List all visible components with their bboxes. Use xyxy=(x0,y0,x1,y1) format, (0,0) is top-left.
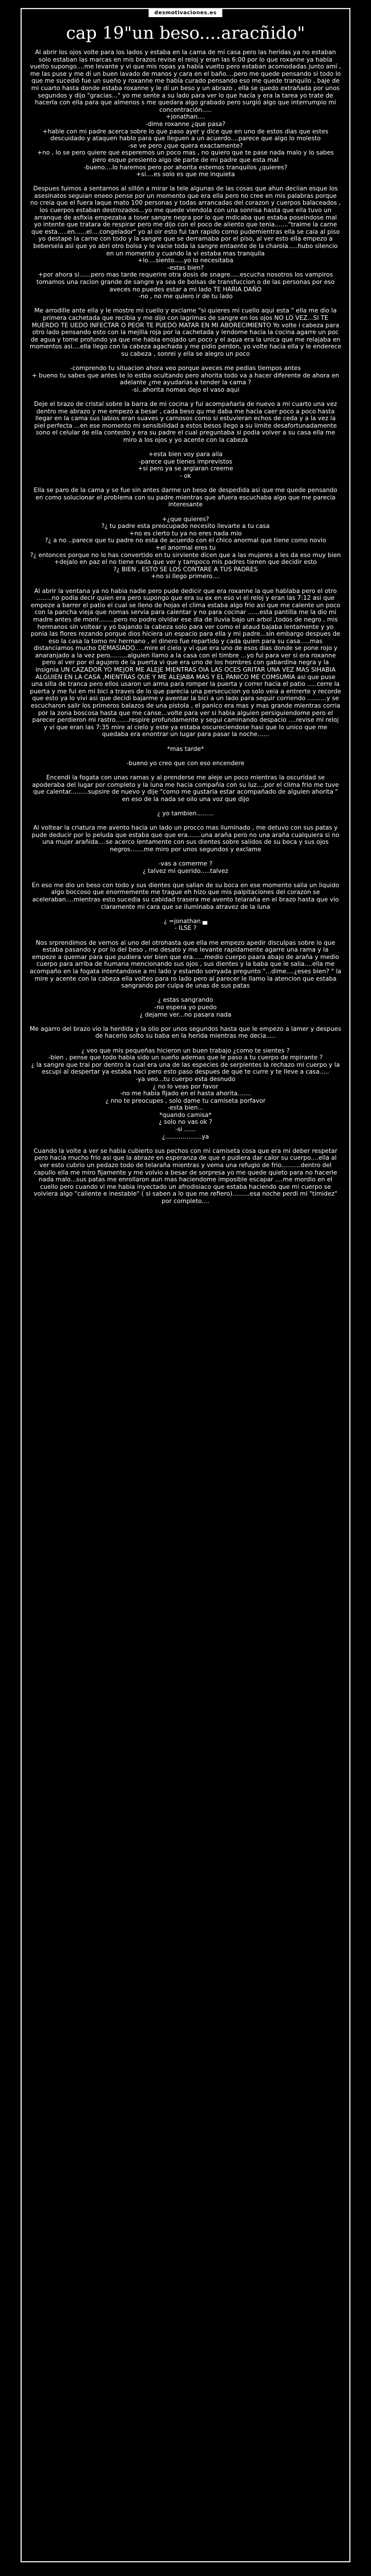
story-paragraph: Deje el brazo de cristal sobre la barra de mi cocina y fui acompañarla de nuevo a mi cuarto una vez dentro me abrazo y me empezo a besar , cada beso qu me daba me hacia caer poco a poco hasta llegar en la cama sus labios eran suaves y carnosos como si estuvieran echos de ceda y a la vez la piel perfecta ...en ese momento mi sensibilidad a estos besos llego a su limite desafortunadamente sono el celular de ella contesto y era su padre el cual preguntaba si podia volver a su casa ella me miro a los ojos y yo acente con la cabeza xyxy=(34,401,337,444)
story-paragraph: Me arrodille ante ella y le mostre mi cuello y exclame "si quieres mi cuello aqui esta " ella me dio la primera cachetada que recibia y me dijo con lagrimas de sangre en los ojos NO LO VEZ...SI TE MUERDO TE UEDO INFECTAR O PEOR TE PUEDO MATAR EN MI ABORECIMIENTO Yo volte i cabeza para otro lado pensando esto con la mejilla roja por la cachetada y lendome hacia la cocina agarre un poc de agua y tome profundo ya que me habia enojado un poco y el aqua era la unica que me relajaba en momentos asi....ella llego con la cabeza agachada y me pidio perdon, yo volte hacia ella y le enderece su cabeza , sonrei y ella se alegro un poco xyxy=(30,307,341,357)
story-paragraph: -bueno yo creo que con eso encendere xyxy=(126,759,245,767)
story-paragraph: *mas tarde* xyxy=(167,745,204,753)
story-paragraph: +¿que quieres? ?¿ tu padre esta preocupado necesito llevarte a tu casa +no es cierto tu ya no eres nada mio ?¿ a no ..parece que tu padre no esta de acuerdo con el chico anormal que tiene como novio +el anormal eres tu ?¿ entonces porque no lo has convertido en tu sirviente dicen que a las mujeres a les da eso muy bien +dejalo en paz el no tiene nada que ver y tampoco mis padres tienen que decidir esto ?¿ BIEN , ESTO SE LOS CONTARE A TUS PADRES +no si llego primero.... xyxy=(30,515,341,580)
story-text xyxy=(30,49,341,1205)
story-paragraph: Al abrir la ventana ya no habia nadie pero pude dedicir que era roxanne la que hablaba pero el otro ........no podia decir quien era pero supongo que era su ex en eso vi el reloj y eran las 7:12 asi que empeze a barrer el patio el cual se lleno de hojas el clima estaba algo frio asi que me calente un poco con la pancha vieja que nomas servia para calentar y no para cocinar ......esta pantilla me la dio mi madre antes de morir........pero no podre olvidar ese dia de lluvia bajo un arbol ,todos de negro , mis hermanos sin voltear y yo bajando la cabeza solo para ver como el ataud bajaba lentamente y yo ponia las flores rezando porque dios hiciera un espacio para ella y mi padre...sin embargo despues de eso la casa la tomo mi hermano , el dinero fue repartido y cada quien para su casa.....mas distanciamos mucho DEMASIADO.....mire el cielo y vi que era uno de esos dias donde se pone rojo y anaranjado a la vez pero.........alguien llamo a la casa con el timbre ...yo fui para ver si era roxanne pero al ver por el agujero de la puerta vi que era uno de los hombres con gabardina negra y la insignia UN CAZADOR YO MEJOR ME ALEJE MIENTRAS OIA LAS OCES GRITAR UNA VEZ MAS SIHABIA ALGUIEN EN LA CASA ,MIENTRAS QUE Y ME ALEJABA MAS Y EL PANICO ME COMSUMIA asi que puse una silla de tranca pero ellos usaron un arma para romper la puerta y correr hacia el patio .....cerre la puerta y me fui en mi bici a traves de lo que parecia una persecucion yo solo veia a entrerte y recorde que esto ya lo vivi asi que decidi bajarme y aventar la bici a un lado para seguir corriendo ..........y se escucharon salir los primeros balazos de una pistola , el panico era mas y mas grande mientras corria por la zona boscosa hasta que me canse...volte para ver si habia alguien persiguiendome pero el parecer perdieron mi rastro.......respire profundamente y segui caminando despacio ....revise mi reloj y vi que eran las 7:35 mire al cielo y este ya estaba oscureciendose hasi que lo unico que me quedaba era enontrar un lugar para pasar la noche...... xyxy=(30,587,341,738)
site-logo[interactable]: desmotivaciones.es xyxy=(148,9,222,17)
story-paragraph: Despues fuimos a sentarnos al sillón a mirar la tele algunas de las cosas que ahun deciian esque los asesinatos seguian eneeo pense por un momento que era ella pero no cree en mis palabras porque no creia que el fuera laque mato 100 personas y todas arrancadas del corazon y cuerpos balaceados , los cuerpos estaban destrozados...yo me quede viendola con una sonrisa hasta que ella tuvo un arranque de asfixia empezaba a toser sangre negra por lo que mdicaba que estaba poseindose mal yo intente que tratara de respirar pero me dijo con el poco de aliento que tenia......."traime la carne que esta.....en......el....congelador" yo al oir esto fui tan rapido como pudemientras ella se caia al piso yo destape la carne con todo y la sangre que se derramaba por el piso, al ver esto ella empezo a bebersela asi que yo abri otro bolsa y le vacie toda la sangre entaente de la charola.....hubo silencio en un momento y cuando la vi estaba mas tranquila +lo....siento.....yo lo necesitaba -estas bien? +por ahora si......pero mas tarde requerire otra dosis de snagre.....escucha nosotros los vampiros tomamos una racion grande de sangre ya sea de bolsas de transfuccion o de las personas por eso aveces no puedes estar a mi lado TE HARIA DAÑO -no , no me quiero ir de tu lado xyxy=(30,185,341,300)
story-paragraph: Encendi la fogata con unas ramas y al prenderse me aleje un poco mientras la oscuridad se apoderaba del lugar por completo y la luna me hacia compañia con su luz....por el clima frio me tuve que calentar.........supsire de nuevo y dije "como me gustaria estar acompañado de alguien ahorita " en eso de la nada se oilo una voz que dijo xyxy=(32,774,339,803)
story-paragraph: ¿ veo que mis pequeñas hicieron un buen trabajo ¿como te sientes ? -bien , pense que todo habia sido un sueño ademas que le paso a tu cuerpo de mpirante ? ¿ la sangre que trai por dentro la cual era una de las especies de serpientes la rechazo mi cuerpo y la escupi al despertar ya estaba haci pero esto paso despues de que te curre y te lleve a casa..... -ya veo...tu cuerpo esta desnudo ¿ no lo veas por favor -no me habia fijado en el hasta ahorita....... ¿ nno te preocupes , solo dame tu camiseta porfavor -esta bien... *quando camisa* ¿ solo no vas ok ? -si ...... ¿...................ya xyxy=(31,1047,340,1140)
story-paragraph: Ella se paro de la cama y se fue sin antes darme un beso de despedida asi que me quede pensando en como solucionar el problema con su padre mientras que afuera escuchaba algo que me parecia interesante xyxy=(34,487,337,509)
story-paragraph: Me agarro del brazo vio la herdida y la olio por unos segundos hasta que le empezo a lamer y despues de hacerlo solto su baba en la herida mientras me decia..... xyxy=(30,1025,341,1040)
story-paragraph: En eso me dio un beso con todo y sus dientes que salian de su boca en ese momento salia un liquido algo boccoso que enormemente me trague eh hizo que mis palpitaciones del corazon se aceleraban....mientras esto sucedia su cabidad trasera me avento telaraña en el brazo hasta que vio claramente mi cara que se iluminaba atravez de la luna xyxy=(31,881,340,911)
post-title: cap 19"un beso....aracñido" xyxy=(66,23,305,43)
story-paragraph: -comprendo tu situacion ahora veo porque aveces me pedias tiempos antes + bueno tu sabes que antes te lo estba ocultando pero ahorita todo va a hacer diferente de ahora en adelante ¿me ayudarias a tender la cama ? -si..ahorita nomas dejo el vaso aqui xyxy=(31,365,340,393)
story-paragraph: ¿ =jonathan ▄ - ILSE ? xyxy=(163,917,208,932)
story-paragraph: -vas a comerme ? ¿ talvez mi querido.....talvez xyxy=(143,860,228,875)
motivational-poster xyxy=(21,8,350,2562)
story-paragraph: Nos srprendimos de vernos al uno del otrohasta que ella me empezo apedir disculpas sobre lo que estaba pasando y por lo del beso , me desato y me levante rapidamente agarre una rama y la empeze a quemar para que pudiera ver bien que era......medio cuerpo paara abajo de araña y medio cuerpo para arriba de humana mencionando sus ojos , sus dientes y la baba que le salia....ella me acompaño en la fogata intentandose a mi lado y estando sorryada pregunto "...dime....¿eses bien? " la mire y acente con la cabeza ella volteo para ro lado pero al parecer le llamo la atencion que estaba sangrando por culpa de unas de sus patas xyxy=(30,939,341,990)
story-paragraph: ¿ estas sangrando -no espera yo puedo ¿ dejame ver...no pasara nada xyxy=(139,997,232,1018)
story-paragraph: +esta bien voy para alla -parece que tienes imprevistos +si pero ya se arglaran creeme - ok xyxy=(138,451,233,480)
story-paragraph: Al voltear la criatura me avento hacia un lado un procco mas iluminado , me detuvo con sus patas y pude deducir por lo peluda que estaba que que era.......una araña pero no una araña cualquiera si no una mujer arañida....se acerco lentamente con sus dientes sobre salidos de su boca y sus ojos negros.......me miro por unos segundos y exclame xyxy=(31,824,340,853)
story-paragraph: ¿ yo tambien......... xyxy=(157,810,214,817)
story-paragraph: Cuando la volte a ver se habia cubierto sus pechos con mi camiseta cosa que era mi deber respetar pero hacia mucho frio asi que la abraze en esperanza de que e pudiera dar calor su cuerpo....ella al ver esto cubrio un pedazo todo de telaraña mientras y vema una refugio de frio..........dentro del capullo ella me miro fijamente y me volvio a besar de sorpresa yo me quede quieto para no hacerle nada malo...sus patas me enrollaron aun mas haciendome imposible escapar ....me mordio en el cuello pero cuando vi me habia inyectado un afrodisiaco que estaba haciendo que mi cuerpo se volviera algo "caliente e inestable" ( si saben a lo que me refiero).........esa noche perdi mi "timidez" por completo.... xyxy=(34,1147,337,1205)
story-paragraph: Al abrir los ojos volte para los lados y estaba en la cama de mi casa pero las heridas ya no estaban solo estaban las marcas en mis brazos revise el reloj y eran las 6:00 por lo que roxanne ya había vuelto supongo....me levante y vi que mis ropas ya había vuelto pero estaban acomodadas junto amí , me las puse y me dí un buen lavado de manos y cara en el baño....pero me quede pensando si todo lo que me sucedió fue un sueño y roxanne me había curado pensando eso me quede tranquilo , baje de mi cuarto hasta donde estaba roxanne y le dí un beso y un abrazo , ella se quedo extrañada por unos segundos y dijo "gracias..." yo me sente a su lado para ver lo que hacía y era la tarea yo trate de hacerla con ella para que almenos s me quedara algo grabado pero surgió algo que interrumpio mi concentración..... +jonathan.... -dime roxanne ¿que pasa? +hable con mi padre acerca sobre lo que paso ayer y dice que en uno de estos dias que estes descuidado y ataquen hablo para que lleguen a un acuerdo....parece que algo lo molesto -se ve pero ¿que quera exactamente? +no , lo se pero quiere que esperemos un poco mas , no quiero que te pase nada malo y lo sabes pero esque presiento algo de parte de mi padre que esta mal -bueno....lo haremos pero por ahorita estemos tranquilos ¿quieres? +si....es solo es que me inquieta xyxy=(30,49,341,178)
